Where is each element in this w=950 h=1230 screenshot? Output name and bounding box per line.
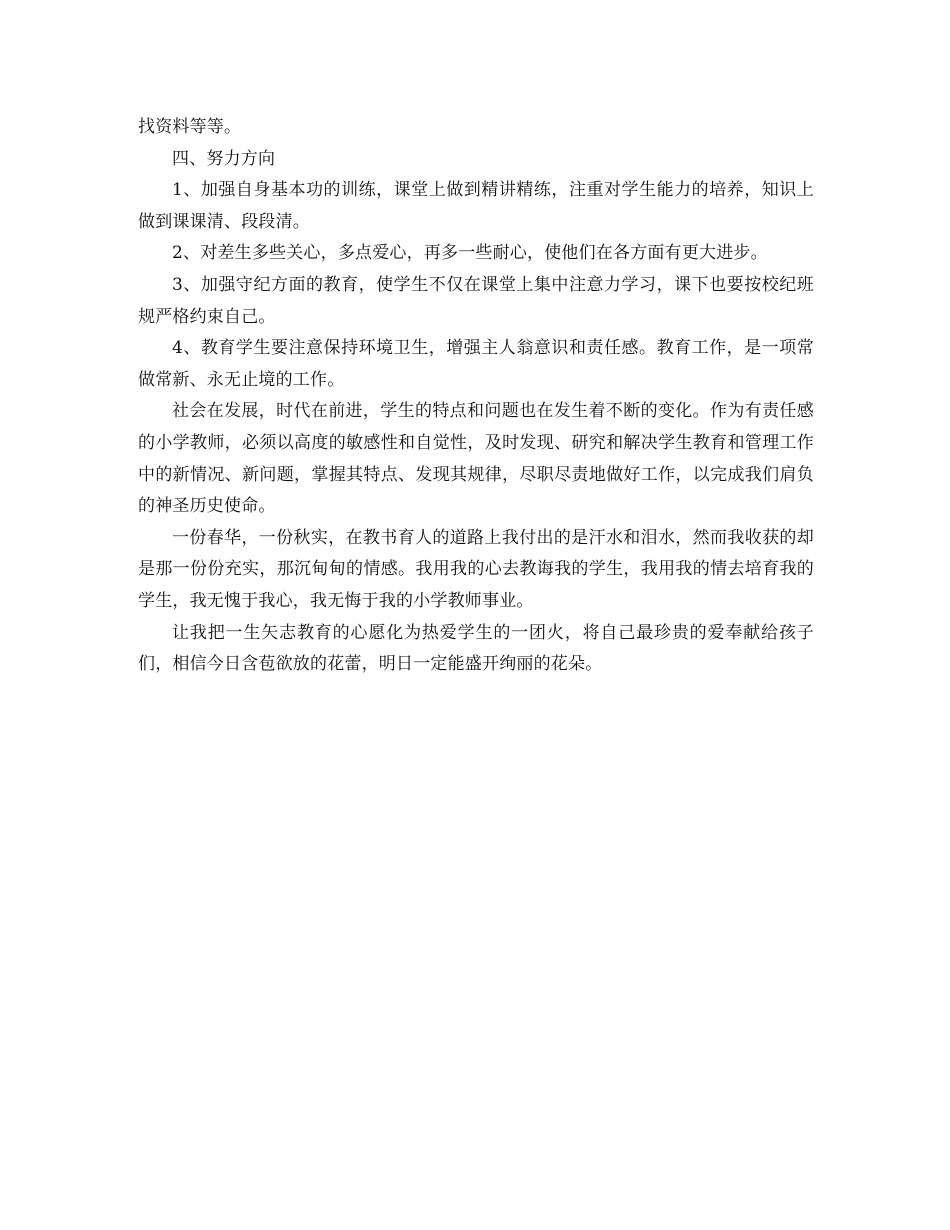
list-item-2: 2、对差生多些关心，多点爱心，再多一些耐心，使他们在各方面有更大进步。 — [172, 243, 768, 264]
section-heading: 四、努力方向 — [172, 148, 276, 169]
list-item-1: 1、加强自身基本功的训练，课堂上做到精讲精练，注重对学生能力的培养，知识上做到课课清、段段清。 — [138, 180, 814, 232]
list-item-4: 4、教育学生要注意保持环境卫生，增强主人翁意识和责任感。教育工作，是一项常做常新、永无止境的工作。 — [138, 338, 814, 390]
document-page — [138, 112, 814, 681]
body-paragraph: 一份春华，一份秋实，在教书育人的道路上我付出的是汗水和泪水，然而我收获的却是那一份份充实，那沉甸甸的情感。我用我的心去教诲我的学生，我用我的情去培育我的学生，我无愧于我心，我无悔于我的小学教师事业。 — [138, 527, 814, 611]
body-paragraph: 社会在发展，时代在前进，学生的特点和问题也在发生着不断的变化。作为有责任感的小学教师，必须以高度的敏感性和自觉性，及时发现、研究和解决学生教育和管理工作中的新情况、新问题，掌握其特点、发现其规律，尽职尽责地做好工作，以完成我们肩负的神圣历史使命。 — [138, 401, 814, 517]
list-item-3: 3、加强守纪方面的教育，使学生不仅在课堂上集中注意力学习，课下也要按校纪班规严格约束自己。 — [138, 274, 814, 327]
paragraph-continuation: 找资料等等。 — [138, 117, 242, 137]
closing-paragraph: 让我把一生矢志教育的心愿化为热爱学生的一团火，将自己最珍贵的爱奉献给孩子们，相信今日含苞欲放的花蕾，明日一定能盛开绚丽的花朵。 — [138, 622, 814, 675]
